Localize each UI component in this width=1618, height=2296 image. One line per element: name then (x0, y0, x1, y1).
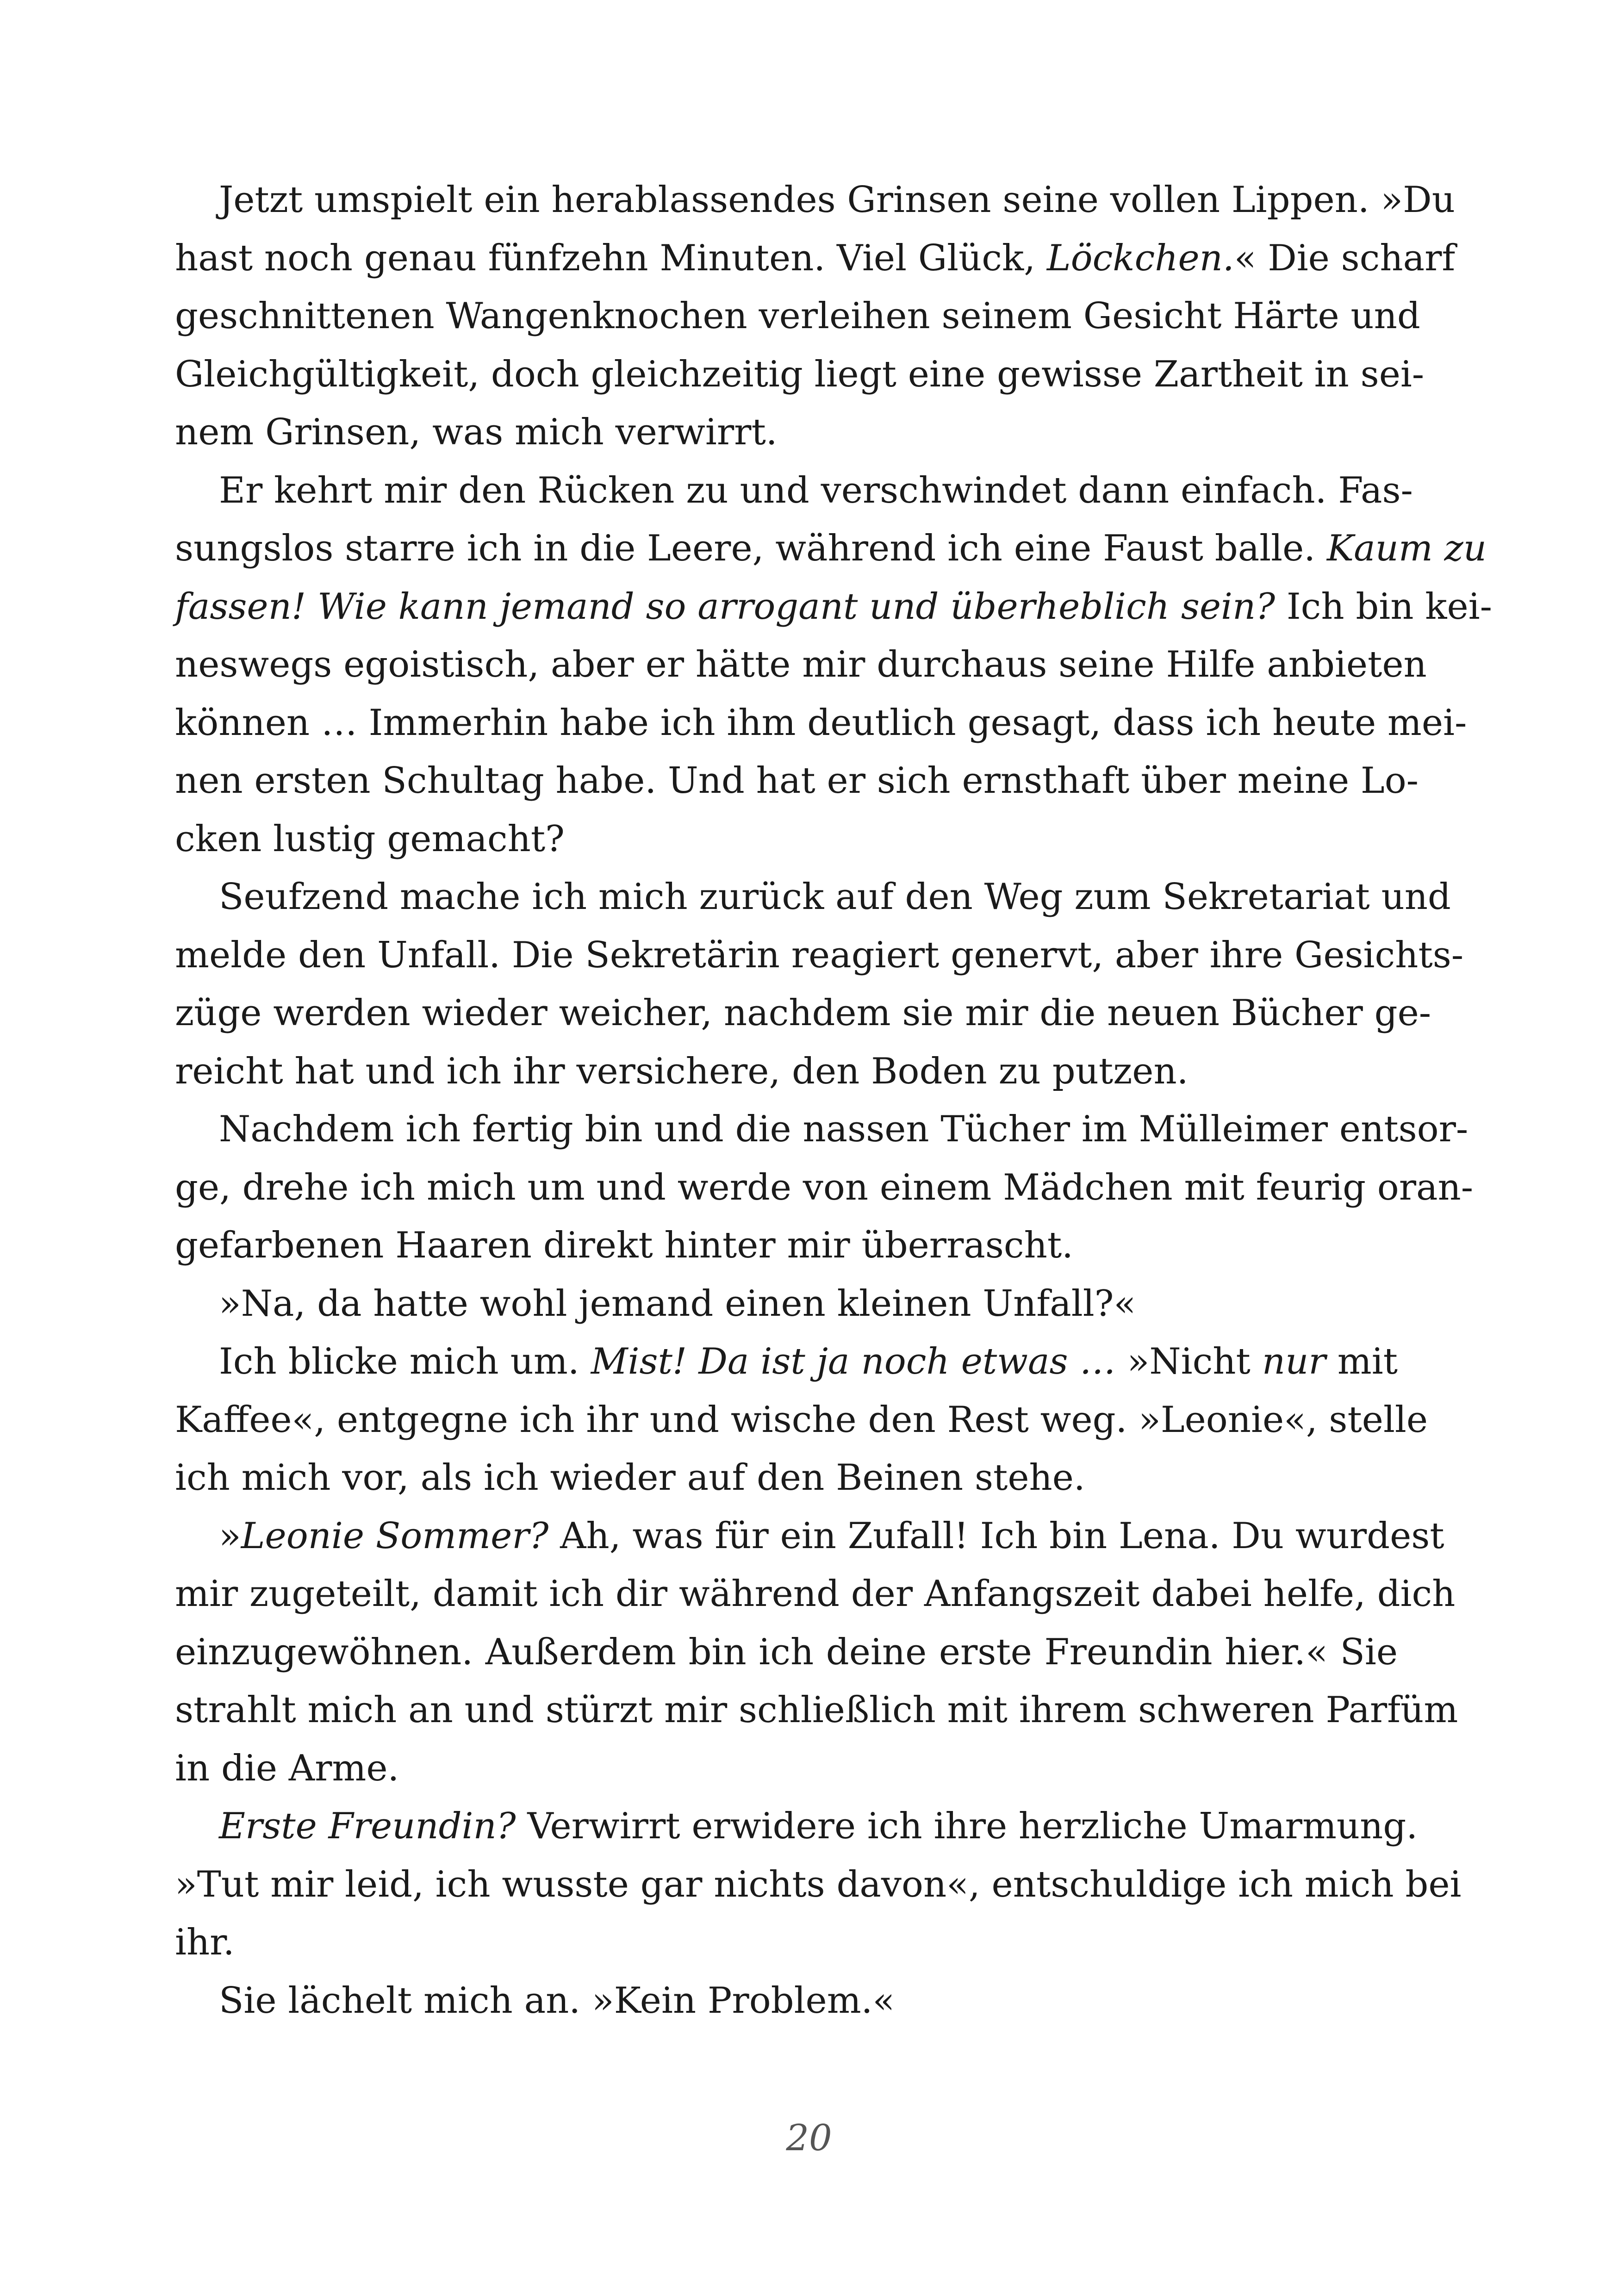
text-line: Kaffee«, entgegne ich ihr und wische den Rest weg. »Leonie«, stelle (175, 1399, 1428, 1441)
page-number: 20 (786, 2117, 832, 2159)
text-line: hast noch genau fünfzehn Minuten. Viel Glück, Löckchen.« Die scharf (175, 237, 1456, 279)
paragraph-6 (175, 1333, 1428, 1507)
text-line: Erste Freundin? Verwirrt erwidere ich ihre herzliche Umarmung. (219, 1805, 1418, 1847)
text-line: ich mich vor, als ich wieder auf den Beinen stehe. (175, 1457, 1085, 1499)
text-line: cken lustig gemacht? (175, 818, 565, 860)
paragraph-5 (175, 1275, 1398, 1333)
paragraph-4 (175, 1101, 1474, 1275)
text-line: in die Arme. (175, 1747, 399, 1789)
text-line: gefarbenen Haaren direkt hinter mir überrascht. (175, 1225, 1073, 1266)
text-line: strahlt mich an und stürzt mir schließlich mit ihrem schweren Parfüm (175, 1689, 1458, 1731)
body-text (175, 171, 1492, 2030)
text-line: einzugewöhnen. Außerdem bin ich deine erste Freundin hier.« Sie (175, 1631, 1398, 1673)
paragraph-3 (175, 868, 1464, 1101)
text-line: fassen! Wie kann jemand so arrogant und überheblich sein? Ich bin kei- (175, 585, 1492, 628)
text-line: ge, drehe ich mich um und werde von einem Mädchen mit feurig oran- (175, 1166, 1474, 1208)
text-line: können … Immerhin habe ich ihm deutlich gesagt, dass ich heute mei- (175, 702, 1467, 744)
text-line: Seufzend mache ich mich zurück auf den Weg zum Sekretariat und (219, 876, 1451, 918)
text-line: Nachdem ich fertig bin und die nassen Tücher im Mülleimer entsor- (219, 1108, 1469, 1150)
text-line: neswegs egoistisch, aber er hätte mir durchaus seine Hilfe anbieten (175, 644, 1427, 685)
text-line: Jetzt umspielt ein herablassendes Grinsen seine vollen Lippen. »Du (219, 179, 1455, 221)
text-line: »Tut mir leid, ich wusste gar nichts davon«, entschuldige ich mich bei (175, 1863, 1462, 1905)
paragraph-7 (175, 1507, 1458, 1798)
text-line: Ich blicke mich um. Mist! Da ist ja noch etwas … »Nicht nur mit (219, 1341, 1398, 1382)
paragraph-9 (175, 1972, 1398, 2030)
text-line: Gleichgültigkeit, doch gleichzeitig liegt eine gewisse Zartheit in sei- (175, 353, 1425, 395)
text-line: nen ersten Schultag habe. Und hat er sich ernsthaft über meine Lo- (175, 760, 1419, 802)
text-line: mir zugeteilt, damit ich dir während der Anfangszeit dabei helfe, dich (175, 1573, 1456, 1615)
text-line: »Na, da hatte wohl jemand einen kleinen Unfall?« (219, 1282, 1136, 1325)
paragraph-8 (175, 1798, 1462, 1972)
paragraph-1 (175, 171, 1456, 462)
text-line: »Leonie Sommer? Ah, was für ein Zufall! Ich bin Lena. Du wurdest (219, 1515, 1444, 1557)
text-line: geschnittenen Wangenknochen verleihen seinem Gesicht Härte und (175, 295, 1420, 337)
text-line: züge werden wieder weicher, nachdem sie mir die neuen Bücher ge- (175, 992, 1431, 1034)
text-line: Sie lächelt mich an. »Kein Problem.« (219, 1979, 895, 2022)
text-line: melde den Unfall. Die Sekretärin reagiert genervt, aber ihre Gesichts- (175, 934, 1464, 976)
text-line: Er kehrt mir den Rücken zu und verschwindet dann einfach. Fas- (219, 469, 1413, 511)
text-line: ihr. (175, 1922, 235, 1963)
text-line: nem Grinsen, was mich verwirrt. (175, 411, 778, 453)
text-line: sungslos starre ich in die Leere, während ich eine Faust balle. Kaum zu (175, 528, 1487, 569)
text-line: reicht hat und ich ihr versichere, den Boden zu putzen. (175, 1050, 1189, 1092)
paragraph-2 (175, 462, 1492, 869)
